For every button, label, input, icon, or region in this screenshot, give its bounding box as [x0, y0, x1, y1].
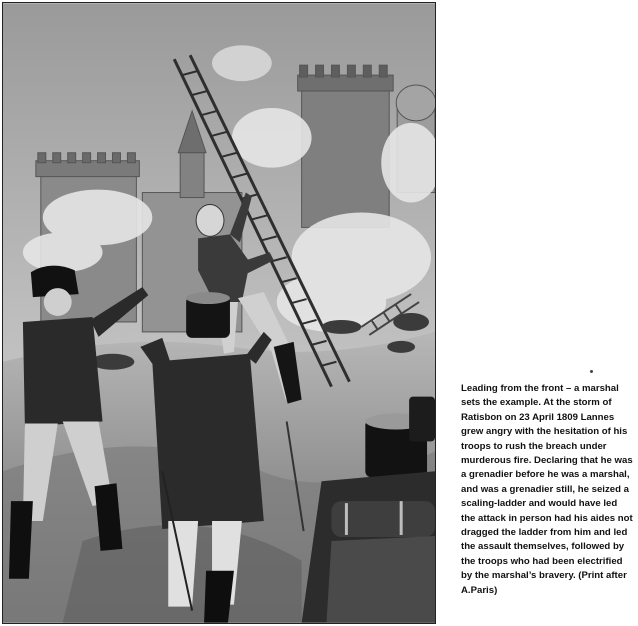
figure-caption: Leading from the front – a marshal sets the example. At the storm of Ratisbon on 23 April 1809 Lannes grew angry with the hesitation of his troops to rush the breach under murderous fire. Declaring that he was a grenadier before he was a marshal, and was a grenadier still, he seized a scaling-ladder and would have led the attack in person had his aides not dragged the ladder from him and led the assault themselves, followed by the troops who had been electrified by the marshal’s bravery. (Print after A.Paris)	[461, 383, 633, 596]
ink-speck	[590, 370, 593, 373]
engraving-artwork	[3, 3, 435, 623]
engraving-storm-of-ratisbon	[2, 2, 436, 624]
